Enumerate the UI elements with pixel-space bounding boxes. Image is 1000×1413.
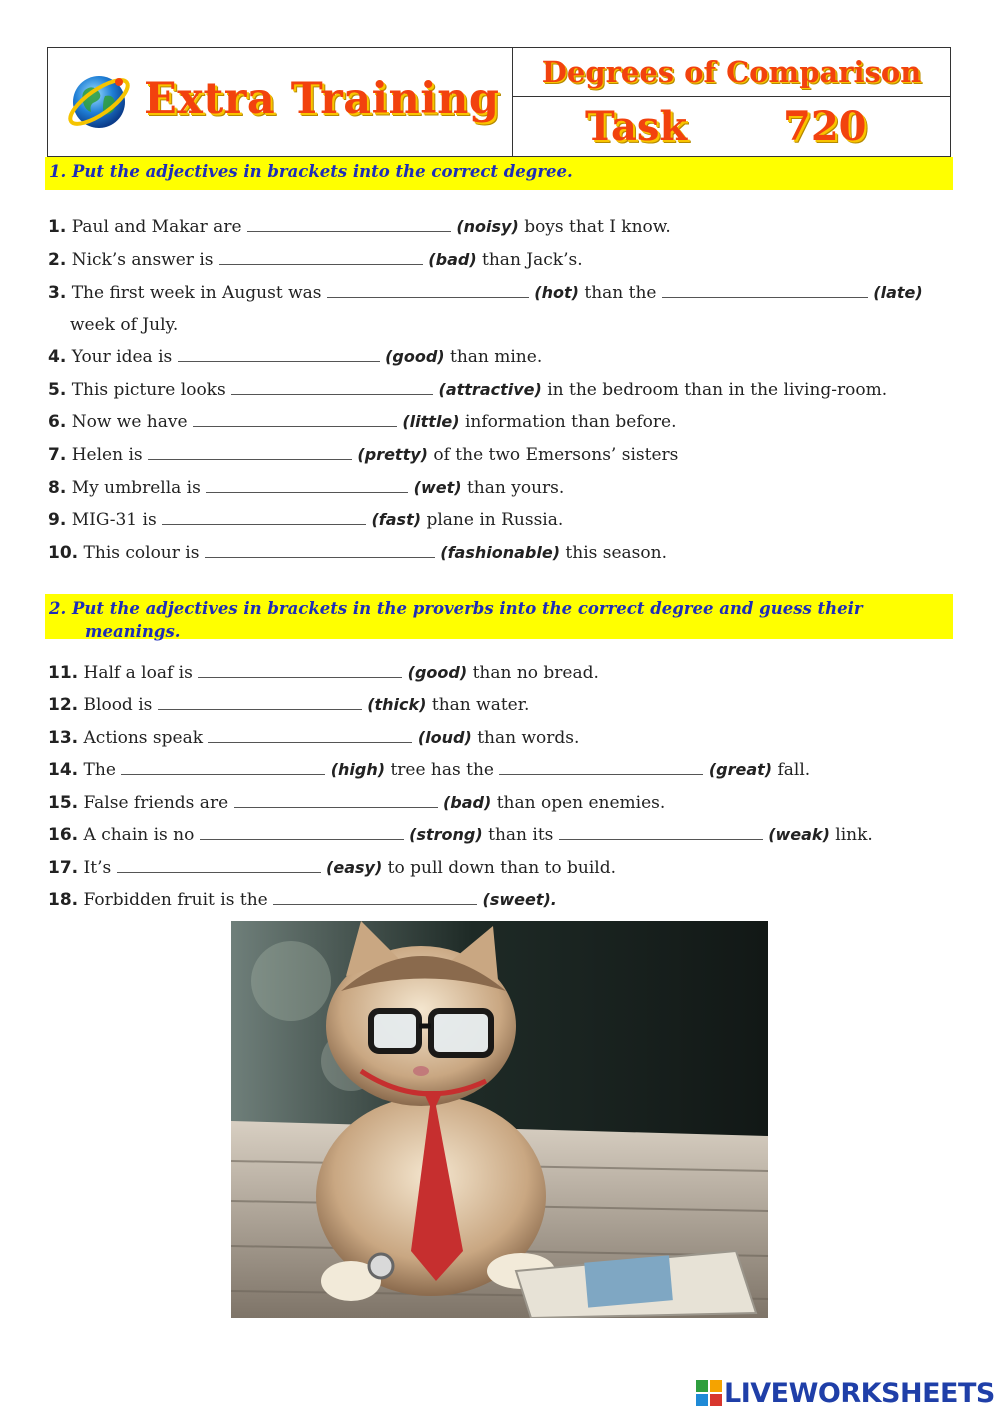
exercise-item-4: 4. Your idea is (good) than mine.	[48, 347, 543, 367]
exercise-item-5: 5. This picture looks (attractive) in the bedroom than in the living-room.	[48, 380, 888, 400]
exercise-item-1: 1. Paul and Makar are (noisy) boys that I know.	[48, 217, 671, 237]
section-2-instruction-line-2: meanings.	[85, 622, 181, 641]
exercise-item-7: 7. Helen is (pretty) of the two Emersons’ sisters	[48, 445, 679, 465]
answer-blank[interactable]	[327, 282, 529, 298]
exercise-item-10: 10. This colour is (fashionable) this season.	[48, 543, 667, 563]
worksheet-header	[47, 47, 951, 157]
answer-blank[interactable]	[148, 444, 352, 460]
answer-blank[interactable]	[205, 542, 435, 558]
answer-blank[interactable]	[234, 792, 438, 808]
answer-blank[interactable]	[231, 379, 433, 395]
task-number: 720	[783, 103, 867, 150]
footer-brand-text: LIVEWORKSHEETS	[724, 1378, 995, 1409]
exercise-item-14: 14. The (high) tree has the (great) fall.	[48, 760, 811, 780]
answer-blank[interactable]	[158, 694, 362, 710]
liveworksheets-logo-icon	[696, 1380, 722, 1406]
exercise-item-2: 2. Nick’s answer is (bad) than Jack’s.	[48, 250, 583, 270]
answer-blank[interactable]	[247, 216, 451, 232]
answer-blank[interactable]	[200, 824, 404, 840]
footer-brand	[696, 1378, 995, 1410]
exercise-item-16: 16. A chain is no (strong) than its (weak) link.	[48, 825, 873, 845]
section-1-instruction: 1. Put the adjectives in brackets into the correct degree.	[45, 157, 953, 190]
exercise-item-3-continuation: week of July.	[70, 315, 179, 335]
header-topic-cell	[513, 48, 950, 156]
task-id	[513, 98, 950, 156]
exercise-item-12: 12. Blood is (thick) than water.	[48, 695, 530, 715]
exercise-item-6: 6. Now we have (little) information than before.	[48, 412, 677, 432]
answer-blank[interactable]	[162, 509, 366, 525]
exercise-item-17: 17. It’s (easy) to pull down than to build.	[48, 858, 617, 878]
worksheet-subject: Degrees of Comparison	[513, 48, 950, 97]
exercise-item-18: 18. Forbidden fruit is the (sweet).	[48, 890, 557, 910]
answer-blank[interactable]	[117, 857, 321, 873]
exercise-item-13: 13. Actions speak (loud) than words.	[48, 728, 580, 748]
exercise-item-11: 11. Half a loaf is (good) than no bread.	[48, 663, 599, 683]
answer-blank[interactable]	[499, 759, 703, 775]
section-2-instruction	[45, 594, 953, 639]
answer-blank[interactable]	[219, 249, 423, 265]
answer-blank[interactable]	[178, 346, 380, 362]
answer-blank[interactable]	[121, 759, 325, 775]
answer-blank[interactable]	[198, 662, 402, 678]
answer-blank[interactable]	[193, 411, 397, 427]
task-label: Task	[585, 103, 688, 150]
exercise-item-8: 8. My umbrella is (wet) than yours.	[48, 478, 565, 498]
kitten-photo	[231, 921, 768, 1318]
globe-icon	[63, 66, 135, 138]
answer-blank[interactable]	[206, 477, 408, 493]
section-2-instruction-line-1: 2. Put the adjectives in brackets in the proverbs into the correct degree and guess their	[49, 599, 863, 618]
answer-blank[interactable]	[559, 824, 763, 840]
answer-blank[interactable]	[662, 282, 868, 298]
exercise-item-15: 15. False friends are (bad) than open enemies.	[48, 793, 666, 813]
answer-blank[interactable]	[208, 727, 412, 743]
exercise-item-3: 3. The first week in August was (hot) than the (late)	[48, 283, 923, 303]
answer-blank[interactable]	[273, 889, 477, 905]
header-brand-cell	[48, 48, 513, 156]
brand-title: Extra Training	[144, 74, 500, 124]
exercise-item-9: 9. MIG-31 is (fast) plane in Russia.	[48, 510, 564, 530]
